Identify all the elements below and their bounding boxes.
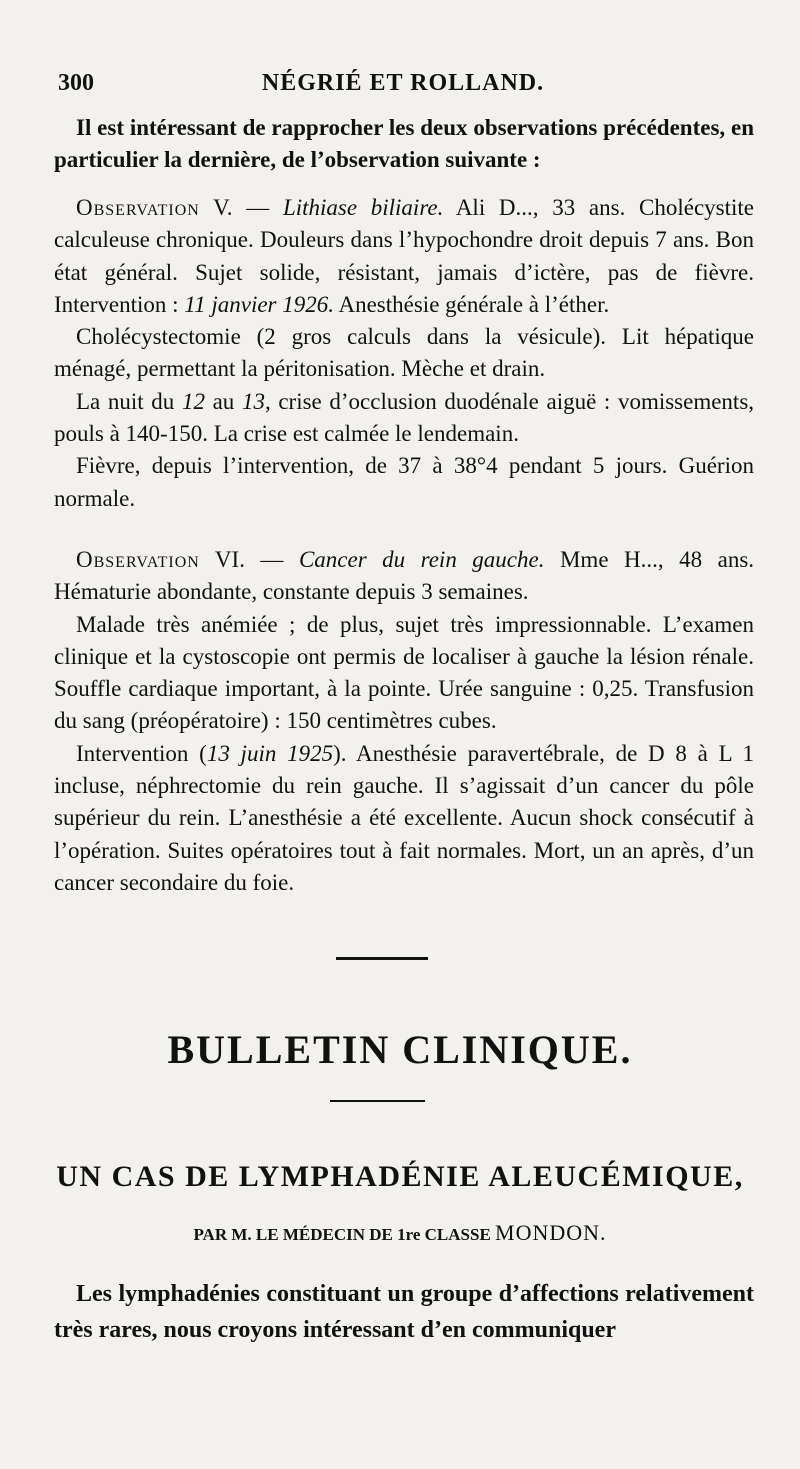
date-fragment: 12 xyxy=(181,388,205,414)
intro-line-1: Il est intéressant de rapprocher les deux observations précédentes, xyxy=(76,115,726,140)
paragraph: Malade très anémiée ; de plus, sujet très impressionnable. L’examen clinique et la cystoscopie ont permis de localiser à gauche la lésion rénale. Souffle cardiaque important, à la pointe. Urée sanguine : 0,25. Transfusion du sang (préopératoire) : 150 centimètres cubes. xyxy=(54,611,754,734)
heading-underline xyxy=(330,1100,425,1102)
text-fragment: ). Anesthésie paravertébrale, de D 8 à L 1 incluse, néphrectomie du rein gauche. Il s’agissait d’un cancer du pôle supérieur du rein. L’anesthésie a été excellente. Aucun shock consécutif à l’opération. Suites opératoires tout à fait normales. Mort, un an après, d’un cancer secondaire du foie. xyxy=(54,740,755,895)
closing-paragraph xyxy=(54,1276,754,1348)
text-fragment: Intervention ( xyxy=(76,740,207,766)
intro-paragraph xyxy=(54,112,754,177)
observation-number: VI. — xyxy=(214,547,284,572)
observation-label: Observation xyxy=(76,547,200,572)
running-title: NÉGRIÉ ET ROLLAND. xyxy=(261,70,545,96)
author-prefix: PAR M. LE MÉDECIN DE 1re CLASSE xyxy=(193,1225,491,1244)
paragraph: Les lymphadénies constituant un groupe d’affections relativement très rares, nous croyons intéressant d’en communiquer xyxy=(54,1281,754,1343)
intervention-date: 11 janvier 1926. xyxy=(184,291,334,317)
date-fragment: 13, xyxy=(241,388,271,414)
observation-text-2: Anesthésie générale à l’éther. xyxy=(338,291,610,317)
separator-rule xyxy=(336,957,428,960)
observation-number: V. — xyxy=(213,195,270,220)
text-fragment: au xyxy=(212,388,235,414)
author-line xyxy=(0,1220,800,1246)
observation-6 xyxy=(54,544,754,899)
page-number: 300 xyxy=(58,70,94,96)
observation-label: Observation xyxy=(76,195,200,220)
paragraph-night xyxy=(54,386,754,451)
page-header xyxy=(58,70,748,104)
paragraph: Cholécystectomie (2 gros calculs dans la vésicule). Lit hépatique ménagé, permettant la péritonisation. Mèche et drain. xyxy=(54,324,754,382)
article-title: UN CAS DE LYMPHADÉNIE ALEUCÉMIQUE, xyxy=(56,1160,744,1193)
text-fragment: La nuit du xyxy=(76,388,175,414)
observation-title: Cancer du rein gauche. xyxy=(298,547,545,572)
observation-title: Lithiase biliaire. xyxy=(282,195,444,220)
observation-text: Mme H..., 48 ans. Hématurie abondante, constante depuis 3 semaines. xyxy=(54,547,755,605)
author-name: MONDON. xyxy=(495,1220,607,1245)
observation-5 xyxy=(54,192,754,515)
paragraph-intervention xyxy=(54,738,754,899)
paragraph-fever: Fièvre, depuis l’intervention, de 37 à 38°4 pendant 5 jours. Guérion normale. xyxy=(54,453,754,511)
date-fragment: 13 juin 1925 xyxy=(206,740,334,766)
intro-line-2: en particulier la dernière, de l’observation suivante : xyxy=(54,115,754,173)
text-fragment: crise d’occlusion duodénale aiguë : vomissements, pouls à 140-150. La crise est calmée le lendemain. xyxy=(54,388,755,447)
section-heading: BULLETIN CLINIQUE. xyxy=(167,1027,633,1072)
observation-text: Ali D..., 33 ans. Cholécystite calculeuse chronique. Douleurs dans l’hypochondre droit depuis 7 ans. Bon état général. Sujet solide, résistant, jamais d’ictère, pas de fièvre. Intervention : xyxy=(54,195,754,317)
